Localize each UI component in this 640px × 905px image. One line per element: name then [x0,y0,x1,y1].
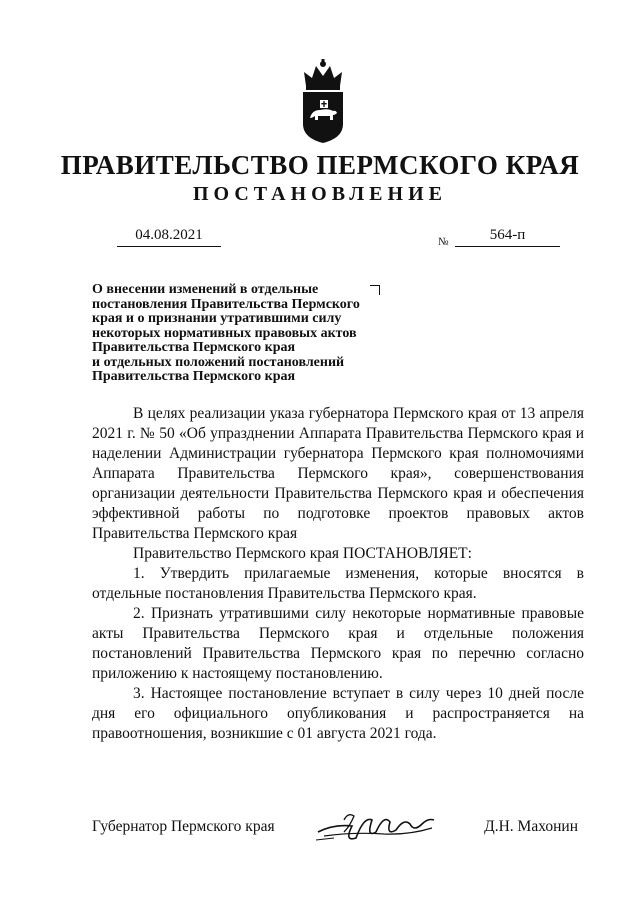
subject-line: и отдельных положений постановлений [92,354,345,370]
document-date: 04.08.2021 [117,227,221,247]
handwritten-signature [314,802,439,848]
government-title: ПРАВИТЕЛЬСТВО ПЕРМСКОГО КРАЯ [60,150,580,180]
clause-3: 3. Настоящее постановление вступает в силу через 10 дней после дня его официального опубликования и распространяется на правоотношения, возникшие с 01 августа 2021 года. [92,685,584,742]
document-body [92,404,584,744]
preamble-paragraph: В целях реализации указа губернатора Пермского края от 13 апреля 2021 г. № 50 «Об упразднении Аппарата Правительства Пермского края и наделении Администрации губернатора Пермского края полномочиями Аппарата Правительства Пермского края», совершенствования организации деятельности Правительства Пермского края и обеспечения эффективной работы по подготовке проектов правовых актов Правительства Пермского края [92,405,584,542]
signatory-name: Д.Н. Махонин [484,818,578,835]
number-sign: № [438,236,449,248]
clause-1: 1. Утвердить прилагаемые изменения, которые вносятся в отдельные постановления Правительства Пермского края. [92,565,584,602]
subject-line: края и о признании утратившими силу [92,311,342,326]
signatory-role: Губернатор Пермского края [92,818,275,835]
signature-block [92,800,584,850]
coat-of-arms-icon [298,58,348,144]
clause-2: 2. Признать утратившими силу некоторые нормативные правовые акты Правительства Пермского края и отдельные положения постановлений Правительства Пермского края по перечню согласно приложению к настоящему постановлению. [92,605,584,682]
document-subject [92,283,392,385]
resolution-statement: Правительство Пермского края ПОСТАНОВЛЯЕТ: [133,545,472,562]
subject-line: Правительства Пермского края [92,340,296,355]
subject-line: некоторых нормативных правовых актов [92,325,357,341]
document-type: ПОСТАНОВЛЕНИЕ [193,183,447,205]
subject-line: Правительства Пермского края [92,369,296,384]
subject-corner-mark [370,285,380,295]
subject-line: О внесении изменений в отдельные [92,282,319,297]
subject-line: постановления Правительства Пермского [92,296,360,312]
document-number: 564-п [455,227,560,247]
